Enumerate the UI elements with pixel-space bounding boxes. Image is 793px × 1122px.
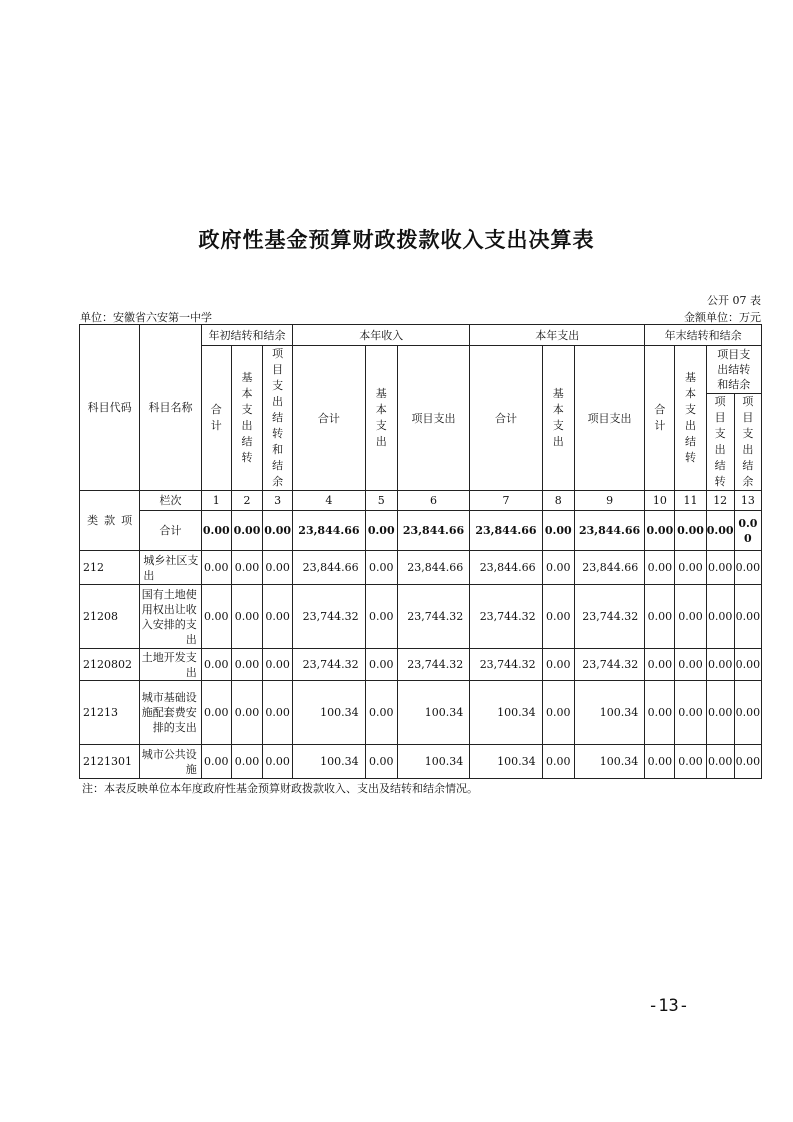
row-cell: 0.00 [675,681,706,745]
total-cell: 0.00 [706,511,734,551]
table-row [80,745,762,779]
row-cell: 0.00 [365,649,397,681]
row-cell: 23,744.32 [574,649,644,681]
table-row [80,681,762,745]
row-cell: 0.00 [263,585,293,649]
table-note: 注：本表反映单位本年度政府性基金预算财政拨款收入、支出及结转和结余情况。 [82,782,478,795]
row-cell: 0.00 [734,585,761,649]
total-cell: 23,844.66 [397,511,469,551]
header-end-project-surplus: 项目支出结余 [734,394,761,491]
header-begin-project-carry: 项目支出结转和结余 [263,346,293,491]
row-cell: 0.00 [734,681,761,745]
total-cell: 0.00 [365,511,397,551]
header-income-project: 项目支出 [397,346,469,491]
row-cell: 0.00 [201,585,231,649]
row-cell: 100.34 [397,745,469,779]
row-cell: 0.00 [706,649,734,681]
row-cell: 0.00 [645,681,675,745]
col-number: 8 [542,491,574,511]
row-cell: 23,744.32 [293,649,365,681]
row-cell: 23,744.32 [397,585,469,649]
header-end-total: 合计 [645,346,675,491]
row-cell: 0.00 [201,551,231,585]
row-cell: 0.00 [734,745,761,779]
header-end-project-carry: 项目支出结转 [706,394,734,491]
row-cell: 100.34 [470,745,542,779]
header-end-project-group: 项目支出结转和结余 [706,346,761,394]
row-cell: 23,744.32 [470,649,542,681]
total-cell: 0.00 [263,511,293,551]
header-begin-group: 年初结转和结余 [201,325,293,346]
row-cell: 0.00 [231,649,262,681]
unit-label: 单位：安徽省六安第一中学 [80,311,212,324]
col-number: 6 [397,491,469,511]
total-row [80,511,762,551]
col-number: 9 [574,491,644,511]
class-columns [80,491,140,551]
row-cell: 0.00 [542,681,574,745]
row-cell: 23,744.32 [574,585,644,649]
col-number: 3 [263,491,293,511]
header-end-basic-carry: 基本支出结转 [675,346,706,491]
row-cell: 0.00 [263,649,293,681]
row-cell: 0.00 [542,585,574,649]
header-expense-project: 项目支出 [574,346,644,491]
row-cell: 0.00 [706,745,734,779]
row-name: 城乡社区支出 [140,551,201,585]
row-cell: 0.00 [201,745,231,779]
row-name: 城市基础设施配套费安排的支出 [140,681,201,745]
row-cell: 23,844.66 [397,551,469,585]
row-cell: 0.00 [365,745,397,779]
row-cell: 0.00 [542,745,574,779]
page-number: -13- [648,996,689,1016]
class-lei: 类 [87,514,99,527]
row-cell: 0.00 [263,745,293,779]
form-number: 公开 07 表 [707,294,761,307]
row-cell: 100.34 [574,681,644,745]
row-code: 2120802 [80,649,140,681]
row-cell: 23,844.66 [574,551,644,585]
class-xiang: 项 [121,514,133,527]
row-cell: 23,744.32 [397,649,469,681]
row-cell: 23,844.66 [293,551,365,585]
col-number: 1 [201,491,231,511]
header-begin-basic-carry: 基本支出结转 [231,346,262,491]
header-income-total: 合计 [293,346,365,491]
col-number: 2 [231,491,262,511]
row-cell: 100.34 [293,745,365,779]
header-expense-total: 合计 [470,346,542,491]
page-title: 政府性基金预算财政拨款收入支出决算表 [198,228,595,252]
row-cell: 0.00 [734,649,761,681]
col-number: 7 [470,491,542,511]
row-cell: 0.00 [231,745,262,779]
row-cell: 0.00 [365,585,397,649]
table-row [80,649,762,681]
row-cell: 0.00 [542,551,574,585]
col-number: 12 [706,491,734,511]
row-cell: 100.34 [397,681,469,745]
col-number: 4 [293,491,365,511]
header-subject-name: 科目名称 [140,325,201,491]
row-cell: 0.00 [201,649,231,681]
total-cell: 0.00 [201,511,231,551]
col-number: 5 [365,491,397,511]
row-name: 城市公共设施 [140,745,201,779]
row-cell: 23,744.32 [470,585,542,649]
total-cell: 0.00 [645,511,675,551]
col-number: 13 [734,491,761,511]
total-cell: 0.00 [542,511,574,551]
header-expense-group: 本年支出 [470,325,645,346]
header-income-group: 本年收入 [293,325,470,346]
row-cell: 0.00 [706,681,734,745]
total-cell: 0.00 [231,511,262,551]
table-row [80,551,762,585]
header-begin-total: 合计 [201,346,231,491]
row-cell: 100.34 [470,681,542,745]
row-cell: 0.00 [263,551,293,585]
row-cell: 0.00 [542,649,574,681]
row-cell: 0.00 [645,745,675,779]
total-label: 合计 [140,511,201,551]
row-cell: 100.34 [293,681,365,745]
row-cell: 0.00 [365,551,397,585]
table-row [80,585,762,649]
row-cell: 0.00 [645,551,675,585]
col-number: 11 [675,491,706,511]
col-number: 10 [645,491,675,511]
header-subject-code: 科目代码 [80,325,140,491]
row-code: 21208 [80,585,140,649]
row-name: 国有土地使用权出让收入安排的支出 [140,585,201,649]
total-cell: 0.00 [734,511,761,551]
row-cell: 0.00 [675,649,706,681]
row-cell: 0.00 [201,681,231,745]
header-end-group: 年末结转和结余 [645,325,762,346]
money-unit-label: 金额单位：万元 [684,311,761,324]
row-code: 212 [80,551,140,585]
row-cell: 0.00 [231,585,262,649]
row-cell: 0.00 [706,551,734,585]
row-cell: 100.34 [574,745,644,779]
row-cell: 0.00 [675,585,706,649]
row-cell: 0.00 [734,551,761,585]
row-cell: 0.00 [675,745,706,779]
row-cell: 0.00 [645,585,675,649]
col-index-label: 栏次 [140,491,201,511]
row-code: 2121301 [80,745,140,779]
total-cell: 23,844.66 [293,511,365,551]
total-cell: 23,844.66 [470,511,542,551]
fund-table [79,324,762,779]
row-cell: 23,844.66 [470,551,542,585]
row-cell: 23,744.32 [293,585,365,649]
row-code: 21213 [80,681,140,745]
total-cell: 23,844.66 [574,511,644,551]
header-expense-basic: 基本支出 [542,346,574,491]
header-income-basic: 基本支出 [365,346,397,491]
row-cell: 0.00 [231,681,262,745]
row-name: 土地开发支出 [140,649,201,681]
row-cell: 0.00 [645,649,675,681]
row-cell: 0.00 [675,551,706,585]
row-cell: 0.00 [706,585,734,649]
total-cell: 0.00 [675,511,706,551]
row-cell: 0.00 [365,681,397,745]
class-kuan: 款 [104,514,116,527]
row-cell: 0.00 [263,681,293,745]
row-cell: 0.00 [231,551,262,585]
